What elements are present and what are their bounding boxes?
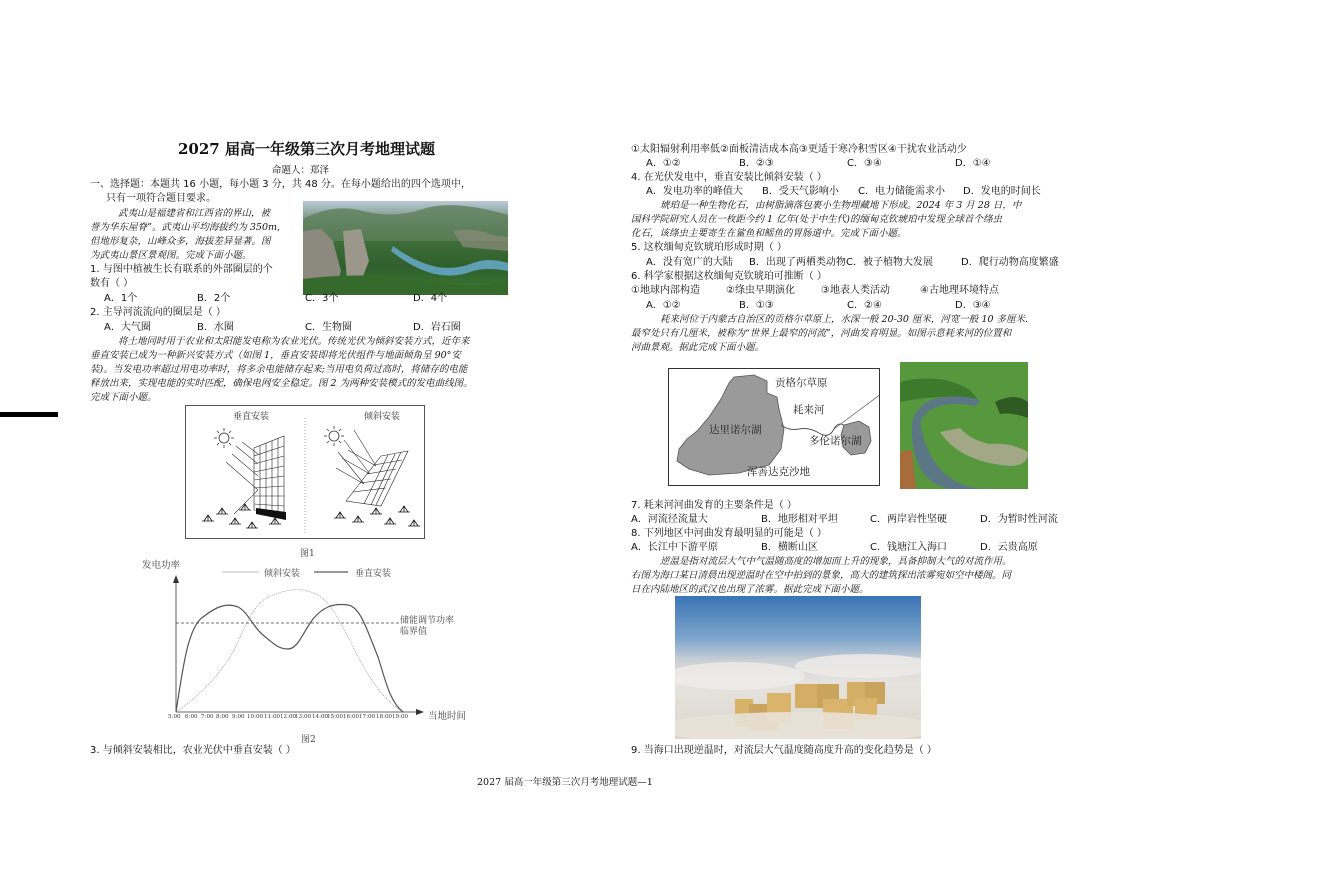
q6-option-d[interactable]: D．③④ bbox=[955, 300, 991, 311]
figure2-power-chart bbox=[138, 557, 478, 747]
q1-option-a[interactable]: A．1个 bbox=[104, 293, 138, 304]
q2-option-c[interactable]: C．生物圈 bbox=[305, 322, 352, 333]
x-tick: 8:00 bbox=[216, 714, 229, 720]
haikou-fog-photo bbox=[675, 596, 921, 739]
q8-option-b[interactable]: B．横断山区 bbox=[761, 542, 818, 553]
q2-option-d[interactable]: D．岩石圈 bbox=[413, 322, 461, 333]
x-tick: 7:00 bbox=[201, 714, 214, 720]
map-label-river: 耗来河 bbox=[793, 404, 825, 416]
reference-line-label-1: 储能调节功率 bbox=[400, 616, 455, 626]
x-tick: 15:00 bbox=[327, 714, 344, 720]
q2-option-a[interactable]: A．大气圈 bbox=[104, 322, 151, 333]
q5-stem: 5. 这枚缅甸克钦琥珀形成时期（ ） bbox=[631, 242, 787, 253]
q2-stem: 2. 主导河流流向的圈层是（ ） bbox=[90, 307, 226, 318]
section-heading: 一、选择题：本题共 16 小题，每小题 3 分，共 48 分。在每小题给出的四个选项中， bbox=[90, 179, 471, 190]
x-tick: 16:00 bbox=[343, 714, 360, 720]
map-label-duolun-lake: 多伦诺尔湖 bbox=[809, 435, 862, 447]
q3-option-c[interactable]: C．③④ bbox=[847, 158, 882, 169]
passage-inversion-line: 右图为海口某日清晨出现逆温时在空中拍到的景象，高大的建筑探出浓雾宛如空中楼阁。同 bbox=[631, 570, 1012, 581]
q8-stem: 8. 下列地区中河曲发育最明显的可能是（ ） bbox=[631, 528, 827, 539]
x-tick: 18:00 bbox=[376, 714, 393, 720]
q6-statement-3: ③地表人类活动 bbox=[821, 285, 890, 296]
q4-option-b[interactable]: B．受天气影响小 bbox=[762, 186, 839, 197]
passage-pv-line: 将土地同时用于农业和太阳能发电称为农业光伏。传统光伏为倾斜安装方式，近年来 bbox=[118, 336, 470, 347]
x-tick: 10:00 bbox=[247, 714, 264, 720]
passage-pv-line: 垂直安装已成为一种新兴安装方式（如图 1，垂直安装即将光伏组件与地面倾角呈 90°安 bbox=[90, 350, 461, 361]
q7-option-a[interactable]: A．河流径流量大 bbox=[631, 514, 708, 525]
sun-icon-right bbox=[324, 426, 344, 446]
q3-option-a[interactable]: A．①② bbox=[646, 158, 681, 169]
legend-vertical-label: 垂直安装 bbox=[355, 569, 392, 579]
sun-icon-left bbox=[214, 428, 234, 448]
q4-stem: 4. 在光伏发电中，垂直安装比倾斜安装（ ） bbox=[631, 172, 827, 183]
q7-option-d[interactable]: D．为暂时性河流 bbox=[980, 514, 1058, 525]
passage-river-line: 最窄处只有几厘米，被称为“世界上最窄的河流”，河曲发育明显。如图示意耗来河的位置和 bbox=[631, 328, 1012, 339]
q3-statements: ①太阳辐射利用率低②面板清洁成本高③更适于寒冷积雪区④干扰农业活动少 bbox=[631, 144, 967, 155]
q9-stem: 9. 当海口出现逆温时，对流层大气温度随高度升高的变化趋势是（ ） bbox=[631, 745, 937, 756]
x-tick: 9:00 bbox=[232, 714, 245, 720]
chart-x-label: 当地时间 bbox=[428, 711, 467, 722]
passage-inversion-line: 逆温是指对流层大气中气温随高度的增加而上升的现象，具备抑制大气的对流作用。 bbox=[660, 556, 1012, 567]
q4-option-a[interactable]: A．发电功率的峰值大 bbox=[646, 186, 743, 197]
passage-inversion-line: 日在内陆地区的武汉也出现了浓雾。据此完成下面小题。 bbox=[631, 584, 869, 595]
passage-pv-line: 完成下面小题。 bbox=[90, 392, 157, 403]
passage-pv-line: 装)。当发电功率超过用电功率时，将多余电能储存起来;当用电负荷过高时，将储存的电能 bbox=[90, 364, 468, 375]
reference-line-label-2: 临界值 bbox=[400, 627, 428, 637]
q1-option-b[interactable]: B．2个 bbox=[197, 293, 231, 304]
page-footer: 2027 届高一年级第三次月考地理试题—1 bbox=[477, 777, 653, 788]
haolai-river-location-map bbox=[668, 368, 880, 486]
passage-river-line: 耗来河位于内蒙古自治区的贡格尔草原上，水深一般 20-30 厘米，河宽一般 10 多厘米. bbox=[660, 314, 1029, 325]
passage-wuyi-line: 武夷山是福建省和江西省的界山，被 bbox=[118, 208, 271, 219]
q5-option-c[interactable]: C．被子植物大发展 bbox=[846, 257, 933, 268]
x-tick: 11:00 bbox=[264, 714, 281, 720]
q3-stem: 3. 与倾斜安装相比，农业光伏中垂直安装（ ） bbox=[90, 745, 296, 756]
section-heading-2: 只有一项符合题目要求。 bbox=[106, 193, 216, 204]
q6-statement-4: ④古地理环境特点 bbox=[920, 285, 999, 296]
q1-stem: 1. 与图中植被生长有联系的外部圈层的个 bbox=[90, 264, 273, 275]
passage-wuyi-line: 但地形复杂，山峰众多，海拔差异显著。图 bbox=[90, 236, 271, 247]
passage-amber-line: 琥珀是一种生物化石，由树脂滴落包裹小生物埋藏地下形成。2024 年 3 月 28 日，中 bbox=[660, 200, 1022, 211]
q1-option-d[interactable]: D．4个 bbox=[413, 293, 448, 304]
q6-statement-1: ①地球内部构造 bbox=[631, 285, 700, 296]
river-meander-photo bbox=[900, 362, 1028, 489]
figure2-caption: 图2 bbox=[301, 735, 316, 745]
passage-wuyi-line: 誉为华东屋脊”。武夷山平均海拔约为 350m, bbox=[90, 222, 281, 233]
x-tick: 12:00 bbox=[280, 714, 297, 720]
x-tick: 14:00 bbox=[312, 714, 329, 720]
x-tick: 17:00 bbox=[359, 714, 376, 720]
meander-landscape-illustration bbox=[900, 362, 1028, 489]
wuyi-mountain-photo bbox=[303, 201, 508, 295]
side-marker-bar bbox=[0, 412, 58, 417]
page-title: 2027 届高一年级第三次月考地理试题 bbox=[178, 140, 435, 158]
q8-option-a[interactable]: A．长江中下游平原 bbox=[631, 542, 718, 553]
figure1-label-vertical: 垂直安装 bbox=[233, 412, 270, 422]
q5-option-a[interactable]: A．没有宽广的大陆 bbox=[646, 257, 733, 268]
q1-stem-cont: 数有（ ） bbox=[90, 278, 134, 289]
q6-option-a[interactable]: A．①② bbox=[646, 300, 681, 311]
q6-option-c[interactable]: C．②④ bbox=[847, 300, 882, 311]
passage-wuyi-line: 为武夷山景区景观图。完成下面小题。 bbox=[90, 250, 252, 261]
q5-option-b[interactable]: B．出现了两栖类动物 bbox=[749, 257, 846, 268]
passage-amber-line: 化石，该绦虫主要寄生在鲨鱼和鳐鱼的胃肠道中。完成下面小题。 bbox=[631, 228, 907, 239]
q1-option-c[interactable]: C．3个 bbox=[305, 293, 339, 304]
q3-option-d[interactable]: D．①④ bbox=[955, 158, 991, 169]
q7-option-b[interactable]: B．地形相对平坦 bbox=[761, 514, 838, 525]
fog-buildings-illustration bbox=[675, 596, 921, 739]
q4-option-c[interactable]: C．电力储能需求小 bbox=[858, 186, 945, 197]
figure1-caption: 图1 bbox=[300, 549, 315, 559]
map-label-dali-lake: 达里诺尔湖 bbox=[709, 424, 762, 436]
passage-amber-line: 国科学院研究人员在一枚距今约 1 亿年(处于中生代)的缅甸克钦琥珀中发现全球首个绦虫 bbox=[631, 214, 1002, 225]
q8-option-c[interactable]: C．钱塘江入海口 bbox=[870, 542, 947, 553]
x-tick: 13:00 bbox=[295, 714, 312, 720]
passage-pv-line: 释放出来，实现电能的实时匹配，确保电网安全稳定。图 2 为两种安装模式的发电曲线图。 bbox=[90, 378, 473, 389]
wuyi-landscape-illustration bbox=[303, 201, 508, 295]
map-label-sandland: 浑善达克沙地 bbox=[747, 466, 810, 478]
q6-statement-2: ②绦虫早期演化 bbox=[726, 285, 795, 296]
q6-option-b[interactable]: B．①③ bbox=[739, 300, 774, 311]
x-tick: 5:00 bbox=[168, 714, 181, 720]
q7-option-c[interactable]: C．两岸岩性坚硬 bbox=[870, 514, 947, 525]
figure1-panel-diagram bbox=[185, 405, 425, 539]
passage-river-line: 河曲景观。据此完成下面小题。 bbox=[631, 342, 765, 353]
q6-stem: 6. 科学家根据这枚缅甸克钦琥珀可推断（ ） bbox=[631, 271, 827, 282]
q7-stem: 7. 耗来河河曲发育的主要条件是（ ） bbox=[631, 500, 797, 511]
x-tick: 6:00 bbox=[185, 714, 198, 720]
page-author: 命题人：郑泽 bbox=[272, 165, 330, 176]
q3-option-b[interactable]: B．②③ bbox=[739, 158, 774, 169]
q8-option-d[interactable]: D．云贵高原 bbox=[980, 542, 1038, 553]
map-label-grassland: 贡格尔草原 bbox=[775, 377, 828, 389]
chart-y-label: 发电功率 bbox=[142, 560, 181, 571]
q5-option-d[interactable]: D．爬行动物高度繁盛 bbox=[961, 257, 1059, 268]
q2-option-b[interactable]: B．水圈 bbox=[197, 322, 234, 333]
legend-tilted-label: 倾斜安装 bbox=[264, 569, 301, 579]
q4-option-d[interactable]: D．发电的时间长 bbox=[963, 186, 1041, 197]
x-tick: 19:00 bbox=[392, 714, 409, 720]
solar-panel-diagram bbox=[186, 406, 424, 538]
figure1-label-tilted: 倾斜安装 bbox=[364, 412, 401, 422]
